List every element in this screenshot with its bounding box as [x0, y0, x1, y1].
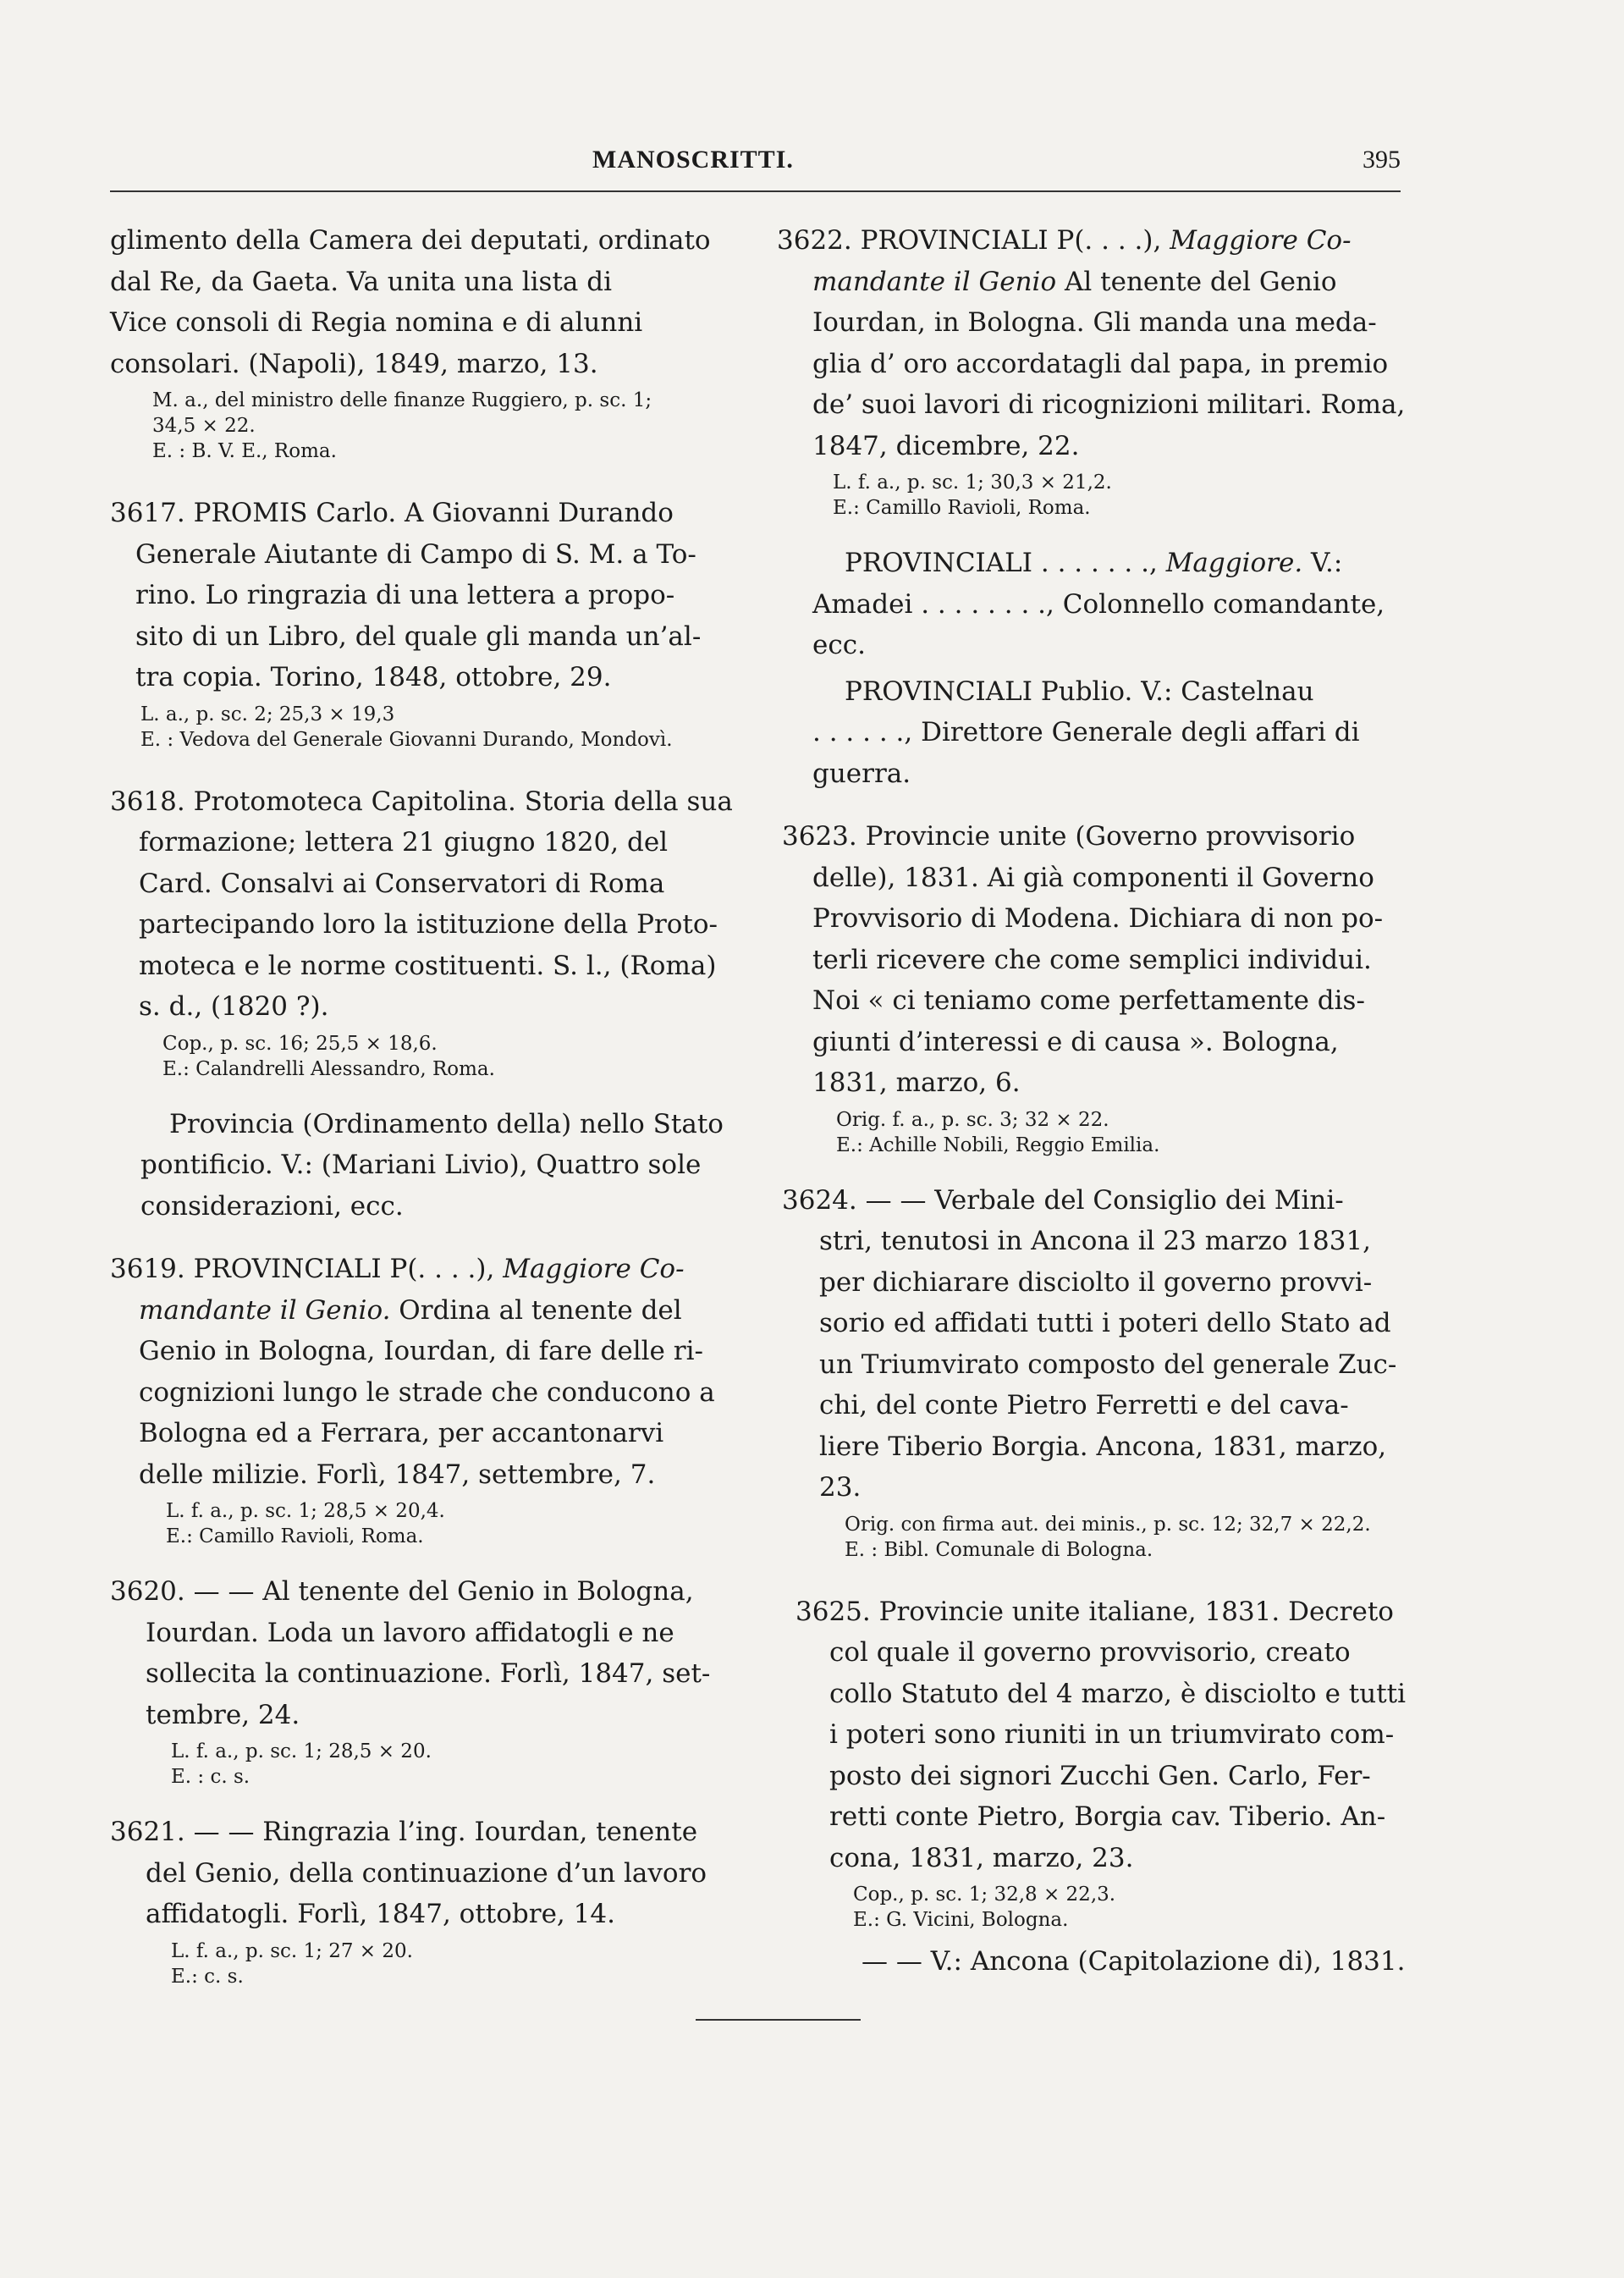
meta-line: L. f. a., p. sc. 1; 28,5 ⨯ 20,4. — [166, 1500, 445, 1522]
text-line: 3624. — — Verbale del Consiglio dei Mini- — [782, 1184, 1344, 1216]
text-line: sorio ed affidati tutti i poteri dello Stato ad — [819, 1308, 1391, 1338]
text-line: cognizioni lungo le strade che conducono a — [139, 1376, 715, 1408]
page-number: 395 — [1363, 146, 1401, 174]
text-line: Bologna ed a Ferrara, per accantonarvi — [139, 1418, 664, 1448]
text-line: Genio in Bologna, Iourdan, di fare delle ri- — [139, 1336, 703, 1366]
text-line: Amadei . . . . . . . ., Colonnello comandante, — [812, 588, 1385, 620]
text-line: 3625. Provincie unite italiane, 1831. Decreto — [795, 1596, 1394, 1627]
text-line: retti conte Pietro, Borgia cav. Tiberio. An- — [829, 1801, 1386, 1832]
italic-title: Maggiore Co- — [503, 1254, 685, 1284]
meta-line: L. a., p. sc. 2; 25,3 ⨯ 19,3 — [140, 703, 395, 725]
text-line: affidatogli. Forlì, 1847, ottobre, 14. — [146, 1899, 615, 1929]
running-header-title: MANOSCRITTI. — [592, 146, 794, 174]
text-line — [777, 220, 1412, 262]
text-line: 3618. Protomoteca Capitolina. Storia della sua — [110, 786, 733, 817]
text-line: 3617. PROMIS Carlo. A Giovanni Durando — [110, 498, 674, 528]
text-line: col quale il governo provvisorio, creato — [829, 1637, 1351, 1668]
text-line: partecipando loro la istituzione della Proto- — [139, 909, 718, 940]
text-line: PROVINCIALI Publio. V.: Castelnau — [845, 676, 1314, 707]
text-line: considerazioni, ecc. — [140, 1190, 404, 1222]
meta-line: Cop., p. sc. 1; 32,8 ⨯ 22,3. — [853, 1884, 1116, 1906]
text-line: dal Re, da Gaeta. Va unita una lista di — [110, 266, 612, 297]
entry-3620 — [110, 1571, 740, 1735]
text-line: Card. Consalvi ai Conservatori di Roma — [139, 868, 665, 899]
entry-3617 — [110, 493, 740, 698]
text-line: liere Tiberio Borgia. Ancona, 1831, marzo, — [819, 1431, 1387, 1462]
entry-3622 — [777, 220, 1412, 466]
meta-line: Orig. con firma aut. dei minis., p. sc. 12; 32,7 ⨯ 22,2. — [845, 1513, 1371, 1536]
entry-heading: 3619. PROVINCIALI P(. . . .), — [110, 1254, 504, 1284]
meta-line: 34,5 ⨯ 22. — [152, 415, 256, 437]
meta-line: Cop., p. sc. 16; 25,5 ⨯ 18,6. — [162, 1032, 438, 1055]
meta-line: L. f. a., p. sc. 1; 27 ⨯ 20. — [171, 1939, 413, 1962]
text-line: Iourdan. Loda un lavoro affidatogli e ne — [146, 1617, 674, 1648]
entry-metadata — [110, 1031, 740, 1082]
entry-metadata — [777, 1107, 1412, 1158]
text-line: 3623. Provincie unite (Governo provvisorio — [782, 821, 1356, 852]
meta-line: E.: G. Vicini, Bologna. — [853, 1909, 1069, 1931]
closing-rule — [696, 2019, 861, 2021]
text-line — [777, 262, 1412, 303]
text-line: s. d., (1820 ?). — [139, 991, 329, 1022]
entry-metadata — [110, 1739, 740, 1790]
text-line: de’ suoi lavori di ricognizioni militari. Roma, — [812, 389, 1406, 420]
text-line: ecc. — [812, 630, 866, 660]
entry-metadata — [110, 702, 740, 753]
text-line: del Genio, della continuazione d’un lavoro — [146, 1857, 707, 1889]
entry-metadata — [777, 470, 1412, 521]
text-line — [777, 543, 1412, 584]
left-column — [110, 220, 740, 1989]
right-column — [777, 220, 1412, 1983]
cross-reference-provinciali-1 — [777, 543, 1412, 666]
italic-title: Maggiore Co- — [1170, 225, 1351, 256]
text-line — [110, 1249, 740, 1290]
text-line: tra copia. Torino, 1848, ottobre, 29. — [135, 662, 612, 692]
text-line: un Triumvirato composto del generale Zuc- — [819, 1349, 1397, 1380]
meta-line: L. f. a., p. sc. 1; 30,3 ⨯ 21,2. — [833, 472, 1112, 494]
text-line: glimento della Camera dei deputati, ordinato — [110, 225, 711, 256]
entry-metadata — [777, 1882, 1412, 1933]
meta-line: L. f. a., p. sc. 1; 28,5 ⨯ 20. — [171, 1740, 432, 1762]
text-span: PROVINCIALI . . . . . . ., — [845, 548, 1166, 578]
text-span: V.: — [1302, 548, 1343, 578]
meta-line: E.: Camillo Ravioli, Roma. — [833, 497, 1091, 519]
text-line: per dichiarare disciolto il governo provvi- — [819, 1266, 1373, 1298]
text-line: stri, tenutosi in Ancona il 23 marzo 1831, — [819, 1226, 1372, 1256]
meta-line: E.: Calandrelli Alessandro, Roma. — [162, 1057, 495, 1080]
text-line: 3620. — — Al tenente del Genio in Bologna, — [110, 1576, 694, 1607]
entry-3623 — [777, 816, 1412, 1104]
entry-heading: 3622. PROVINCIALI P(. . . .), — [777, 225, 1170, 256]
meta-line: M. a., del ministro delle finanze Ruggiero, p. sc. 1; — [152, 389, 652, 411]
italic-title: mandante il Genio. — [139, 1294, 391, 1326]
meta-line: E. : B. V. E., Roma. — [152, 440, 337, 462]
text-line: Provincia (Ordinamento della) nello Stato — [169, 1108, 724, 1139]
text-line: giunti d’interessi e di causa ». Bologna, — [812, 1026, 1339, 1057]
text-line: 3621. — — Ringrazia l’ing. Iourdan, tenente — [110, 1817, 698, 1847]
text-line: rino. Lo ringrazia di una lettera a propo- — [135, 580, 675, 610]
text-line: Iourdan, in Bologna. Gli manda una meda- — [812, 307, 1377, 338]
meta-line: E.: Camillo Ravioli, Roma. — [166, 1525, 424, 1547]
entry-continued — [110, 220, 740, 384]
header-rule — [110, 190, 1401, 192]
text-line: sito di un Libro, del quale gli manda un’al- — [135, 621, 702, 652]
text-line: consolari. (Napoli), 1849, marzo, 13. — [110, 348, 598, 379]
text-line: delle milizie. Forlì, 1847, settembre, 7. — [139, 1459, 656, 1490]
text-line: 1847, dicembre, 22. — [812, 430, 1080, 461]
text-line: sollecita la continuazione. Forlì, 1847, set- — [146, 1658, 711, 1689]
text-line: tembre, 24. — [146, 1699, 300, 1730]
text-span: Ordina al tenente del — [390, 1294, 682, 1326]
entry-metadata — [110, 1498, 740, 1549]
text-line: collo Statuto del 4 marzo, è disciolto e tutti — [829, 1678, 1407, 1709]
text-line: pontificio. V.: (Mariani Livio), Quattro sole — [140, 1150, 702, 1180]
cross-reference-provincia — [110, 1104, 740, 1227]
text-line: 1831, marzo, 6. — [812, 1067, 1021, 1098]
text-line: Provvisorio di Modena. Dichiara di non po- — [812, 903, 1384, 934]
entry-3625 — [777, 1591, 1412, 1879]
meta-line: E. : c. s. — [171, 1766, 250, 1788]
entry-3624 — [777, 1180, 1412, 1509]
text-line: delle), 1831. Ai già componenti il Governo — [812, 862, 1374, 893]
text-line: . . . . . ., Direttore Generale degli affari di — [812, 717, 1360, 747]
text-line: cona, 1831, marzo, 23. — [829, 1842, 1134, 1873]
cross-reference-ancona — [777, 1941, 1412, 1983]
text-line: guerra. — [812, 758, 911, 789]
text-line: chi, del conte Pietro Ferretti e del cava- — [819, 1390, 1349, 1420]
cross-reference-provinciali-2 — [777, 671, 1412, 795]
text-line: 23. — [819, 1472, 862, 1503]
meta-line: E.: Achille Nobili, Reggio Emilia. — [836, 1133, 1160, 1156]
italic-title: Maggiore. — [1165, 548, 1303, 578]
meta-line: E.: c. s. — [171, 1965, 244, 1988]
text-line: Noi « ci teniamo come perfettamente dis- — [812, 985, 1365, 1016]
entry-3619 — [110, 1249, 740, 1495]
text-line: Vice consoli di Regia nomina e di alunni — [110, 307, 643, 338]
entry-metadata — [777, 1512, 1412, 1563]
entry-3621 — [110, 1812, 740, 1935]
italic-title: mandante il Genio — [812, 266, 1057, 297]
text-line: terli ricevere che come semplici individui. — [812, 944, 1372, 975]
entry-metadata — [110, 388, 740, 464]
text-line: i poteri sono riuniti in un triumvirato com- — [829, 1719, 1395, 1750]
text-line — [110, 1290, 740, 1332]
text-line: — — V.: Ancona (Capitolazione di), 1831. — [862, 1946, 1406, 1977]
text-span: Al tenente del Genio — [1056, 266, 1337, 297]
text-line: glia d’ oro accordatagli dal papa, in premio — [812, 348, 1389, 379]
entry-3618 — [110, 781, 740, 1028]
text-line: posto dei signori Zucchi Gen. Carlo, Fer- — [829, 1760, 1371, 1791]
text-line: moteca e le norme costituenti. S. l., (Roma) — [139, 950, 717, 981]
meta-line: Orig. f. a., p. sc. 3; 32 ⨯ 22. — [836, 1108, 1109, 1131]
text-line: Generale Aiutante di Campo di S. M. a To- — [135, 538, 696, 570]
entry-metadata — [110, 1939, 740, 1989]
text-line: formazione; lettera 21 giugno 1820, del — [139, 827, 669, 858]
meta-line: E. : Bibl. Comunale di Bologna. — [845, 1538, 1153, 1561]
meta-line: E. : Vedova del Generale Giovanni Durando, Mondovì. — [140, 728, 673, 751]
